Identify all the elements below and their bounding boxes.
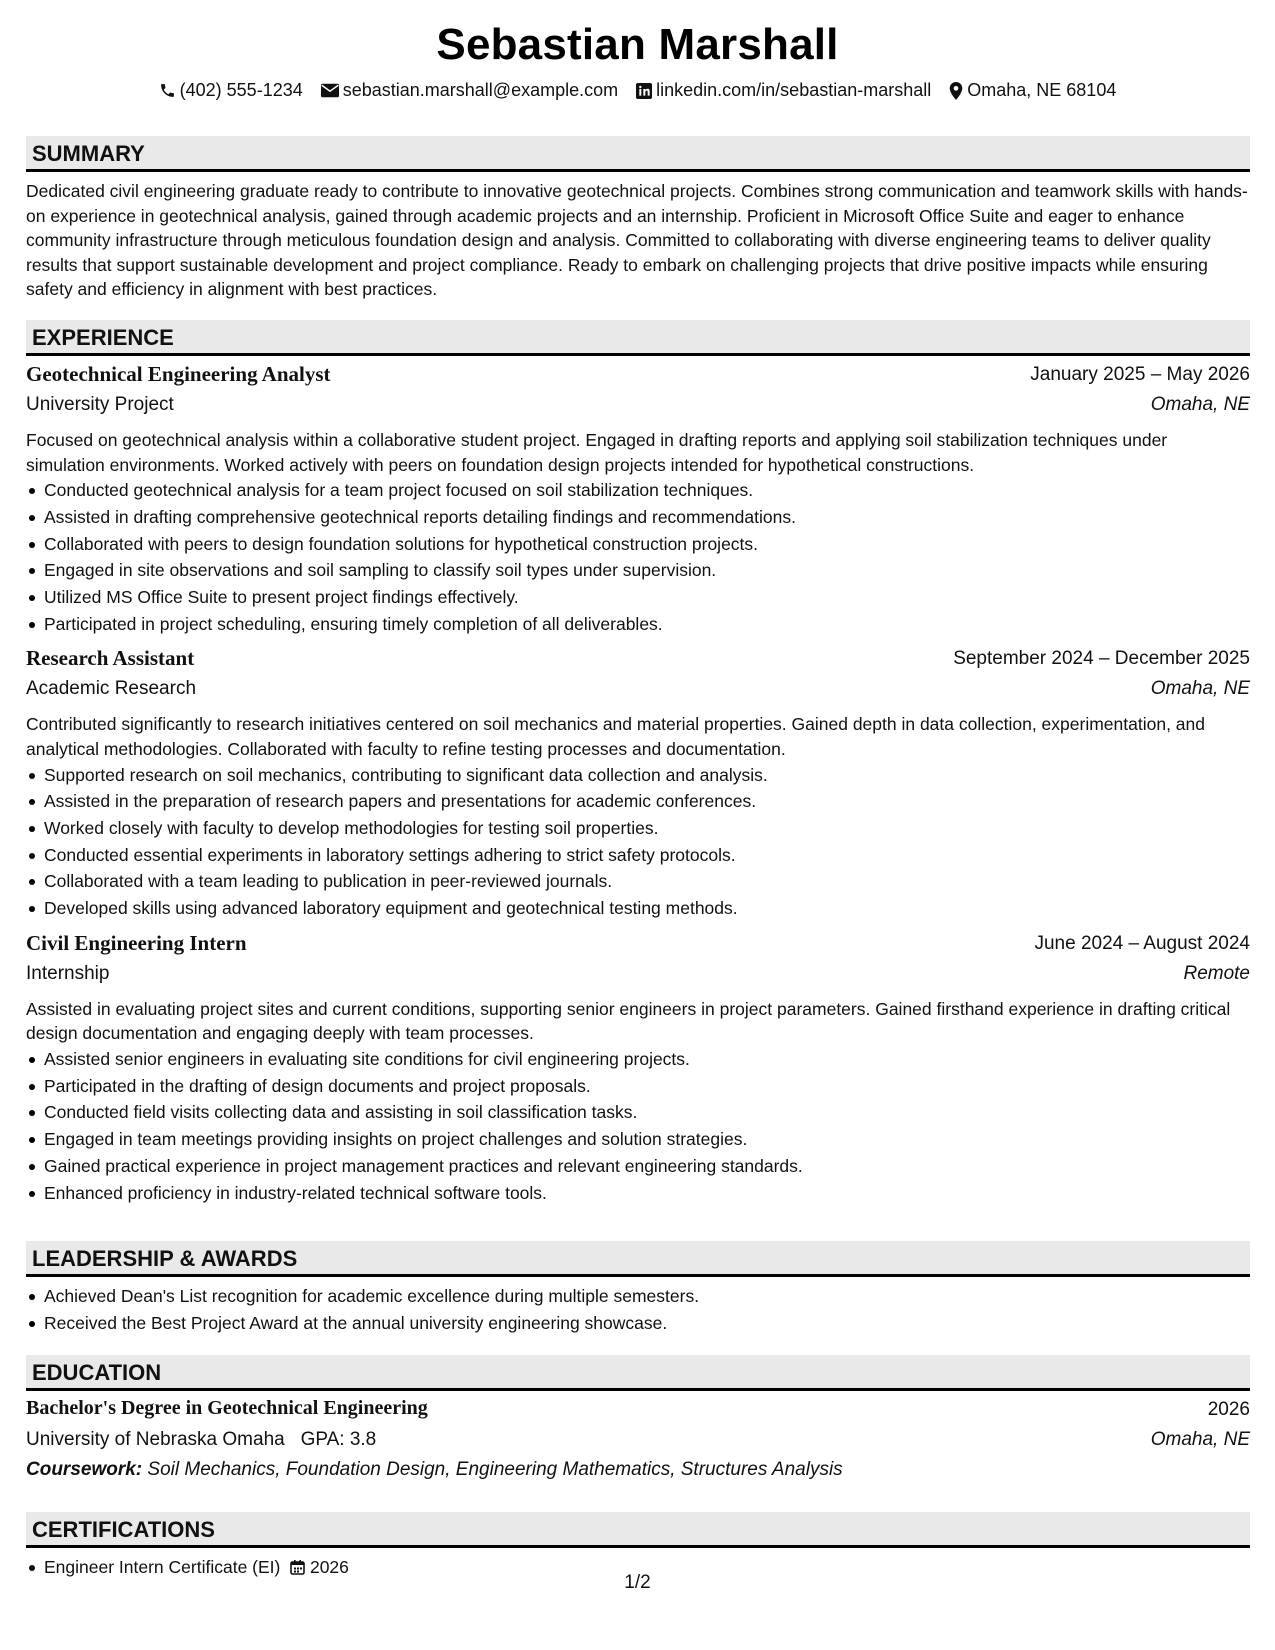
phone-text: (402) 555-1234	[179, 80, 303, 100]
page-number: 1/2	[624, 1572, 651, 1593]
coursework-line	[26, 1459, 1250, 1481]
school-location: Omaha, NE	[1150, 1429, 1250, 1450]
contact-phone[interactable]	[159, 80, 303, 101]
linkedin-text: linkedin.com/in/sebastian-marshall	[656, 80, 932, 100]
envelope-icon	[321, 83, 339, 98]
list-item: Worked closely with faculty to develop methodologies for testing soil properties.	[26, 815, 1250, 842]
certification-name: Engineer Intern Certificate (EI)	[44, 1557, 281, 1577]
certification-year: 2026	[309, 1557, 349, 1577]
section-heading: SUMMARY	[26, 136, 1250, 172]
job-dates: January 2025 – May 2026	[1030, 364, 1250, 385]
list-item: Participated in the drafting of design documents and project proposals.	[26, 1073, 1250, 1100]
job-dates: June 2024 – August 2024	[1034, 932, 1250, 954]
contact-location	[949, 80, 1116, 101]
section-heading: EXPERIENCE	[26, 320, 1250, 356]
contact-linkedin[interactable]	[636, 80, 931, 101]
list-item: Conducted field visits collecting data and assisting in soil classification tasks.	[26, 1099, 1250, 1126]
gpa: GPA: 3.8	[300, 1429, 377, 1450]
list-item: Conducted essential experiments in laboratory settings adhering to strict safety protocols.	[26, 842, 1250, 869]
awards-section	[26, 1241, 1250, 1336]
list-item: Received the Best Project Award at the annual university engineering showcase.	[26, 1310, 1250, 1337]
job-bullets	[26, 1046, 1250, 1206]
experience-section	[26, 320, 1250, 1206]
job-dates: September 2024 – December 2025	[953, 648, 1250, 670]
coursework-label: Coursework:	[26, 1459, 143, 1480]
job-description: Assisted in evaluating project sites and current conditions, supporting senior engineers in project parameters. Gained firsthand experience in drafting critical design documentation and engaging deeply with team processes.	[26, 998, 1231, 1044]
list-item: Developed skills using advanced laboratory equipment and geotechnical testing methods.	[26, 895, 1250, 922]
school-line	[26, 1429, 376, 1451]
section-heading: EDUCATION	[26, 1355, 1250, 1391]
graduation-year: 2026	[1207, 1399, 1250, 1420]
job-description: Focused on geotechnical analysis within a collaborative student project. Engaged in drafting reports and applying soil stabilization techniques under simulation environments. Worked actively with peers on foundation design projects intended for hypothetical constructions.	[26, 430, 1168, 475]
job-title: Geotechnical Engineering Analyst	[26, 362, 331, 386]
job-bullets	[26, 762, 1250, 922]
list-item: Participated in project scheduling, ensuring timely completion of all deliverables.	[26, 611, 1250, 638]
list-item: Assisted in drafting comprehensive geotechnical reports detailing findings and recommendations.	[26, 504, 1250, 531]
list-item: Collaborated with peers to design foundation solutions for hypothetical construction projects.	[26, 531, 1250, 558]
awards-bullets	[26, 1283, 1250, 1336]
list-item: Assisted senior engineers in evaluating site conditions for civil engineering projects.	[26, 1046, 1250, 1073]
list-item: Gained practical experience in project management practices and relevant engineering standards.	[26, 1153, 1250, 1180]
job-location: Omaha, NE	[1150, 394, 1250, 415]
job-title: Research Assistant	[26, 646, 195, 671]
list-item: Engaged in site observations and soil sampling to classify soil types under supervision.	[26, 557, 1250, 584]
list-item: Achieved Dean's List recognition for academic excellence during multiple semesters.	[26, 1283, 1250, 1310]
list-item: Enhanced proficiency in industry-related technical software tools.	[26, 1180, 1250, 1207]
job-title: Civil Engineering Intern	[26, 930, 247, 955]
list-item: Collaborated with a team leading to publication in peer-reviewed journals.	[26, 868, 1250, 895]
job-entry	[26, 931, 1250, 1206]
contact-email[interactable]	[321, 80, 618, 101]
job-description: Contributed significantly to research initiatives centered on soil mechanics and material properties. Gained depth in data collection, experimentation, and analytical methodologies. Collaborated with faculty to refine testing processes and documentation.	[26, 714, 1205, 759]
education-section	[26, 1355, 1250, 1481]
job-location: Omaha, NE	[1150, 678, 1250, 700]
list-item: Utilized MS Office Suite to present project findings effectively.	[26, 584, 1250, 611]
email-text: sebastian.marshall@example.com	[342, 80, 619, 100]
summary-text: Dedicated civil engineering graduate ready to contribute to innovative geotechnical projects. Combines strong communication and teamwork skills with hands-on experience in geotechnical analysis, gained through academic projects and an internship. Proficient in Microsoft Office Suite and eager to enhance community infrastructure through meticulous foundation design and analysis. Committed to collaborating with diverse engineering teams to deliver quality results that support sustainable development and project compliance. Ready to embark on challenging projects that drive positive impacts while ensuring safety and efficiency in alignment with best practices.	[26, 181, 1248, 300]
list-item: Conducted geotechnical analysis for a team project focused on soil stabilization techniques.	[26, 477, 1250, 504]
job-org: Internship	[26, 962, 110, 984]
job-bullets	[26, 477, 1250, 637]
summary-section	[26, 136, 1250, 302]
section-heading: LEADERSHIP & AWARDS	[26, 1241, 1250, 1277]
degree-title: Bachelor's Degree in Geotechnical Engineering	[26, 1397, 428, 1419]
job-entry	[26, 362, 1250, 637]
candidate-name: Sebastian Marshall	[436, 20, 839, 69]
job-location: Remote	[1183, 962, 1250, 984]
linkedin-icon	[636, 83, 652, 99]
job-entry	[26, 646, 1250, 921]
job-org: Academic Research	[26, 678, 197, 700]
coursework-list: Soil Mechanics, Foundation Design, Engineering Mathematics, Structures Analysis	[147, 1459, 843, 1480]
map-pin-icon	[949, 82, 963, 100]
school-name: University of Nebraska Omaha	[26, 1429, 285, 1450]
phone-icon	[159, 82, 176, 99]
contact-bar	[0, 80, 1275, 101]
section-heading: CERTIFICATIONS	[26, 1512, 1250, 1548]
list-item: Engaged in team meetings providing insights on project challenges and solution strategies.	[26, 1126, 1250, 1153]
list-item: Supported research on soil mechanics, contributing to significant data collection and analysis.	[26, 762, 1250, 789]
location-text: Omaha, NE 68104	[967, 80, 1117, 100]
list-item: Assisted in the preparation of research papers and presentations for academic conferences.	[26, 788, 1250, 815]
job-org: University Project	[26, 394, 174, 415]
